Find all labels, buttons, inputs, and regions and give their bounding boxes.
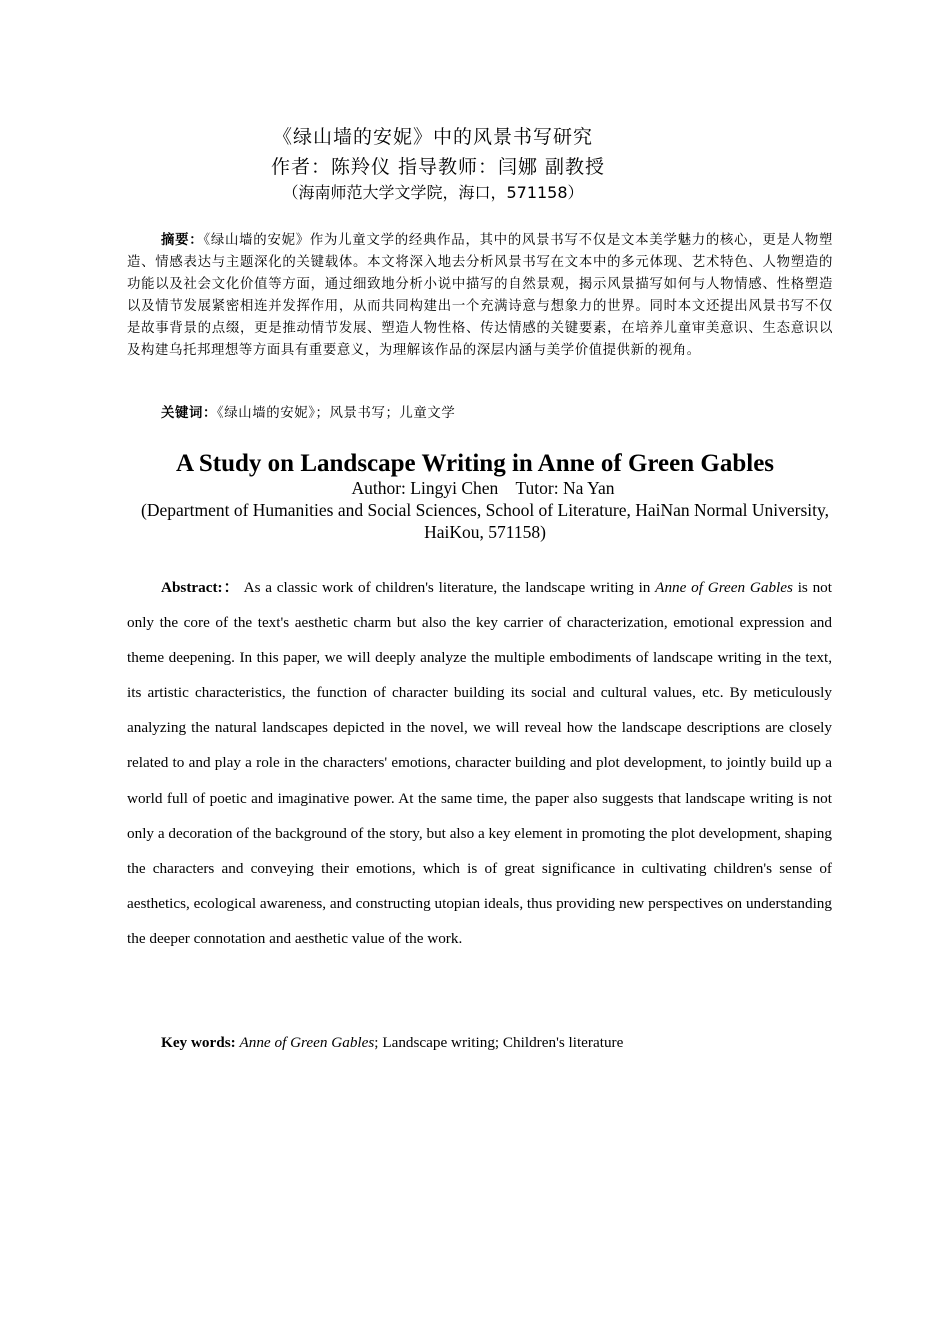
chinese-affiliation: （海南师范大学文学院，海口，571158） — [282, 183, 584, 202]
english-affiliation: (Department of Humanities and Social Sciences, School of Literature, HaiNan Normal University, HaiKou, 571158) — [141, 500, 829, 542]
english-title: A Study on Landscape Writing in Anne of Green Gables — [175, 450, 775, 477]
english-keywords — [161, 1031, 623, 1055]
english-abstract — [127, 570, 832, 956]
english-abstract-text-2: is not only the core of the text's aesthetic charm but also the key carrier of characterization, emotional expression and theme deepening. In this paper, we will deeply analyze the multiple embodiments of landscape writing in the text, its artistic characteristics, the function of character building its social and cultural values, etc. By meticulously analyzing the natural landscapes depicted in the novel, we will reveal how the landscape descriptions are closely related to and play a role in the characters' emotions, character building and plot development, to jointly build up a world full of poetic and imaginative power. At the same time, the paper also suggests that landscape writing is not only a decoration of the background of the story, but also a key element in promoting the plot development, shaping the characters and conveying their emotions, which is of great significance in cultivating children's sense of aesthetics, ecological awareness, and constructing utopian ideals, thus providing new perspectives on understanding the deeper connotation and aesthetic value of the work. — [127, 579, 832, 947]
chinese-keywords — [161, 403, 455, 425]
chinese-abstract — [127, 230, 833, 362]
english-keywords-label: Key words: — [161, 1034, 236, 1051]
chinese-title: 《绿山墙的安妮》中的风景书写研究 — [272, 126, 593, 148]
english-abstract-text-1: As a classic work of children's literature, the landscape writing in — [239, 579, 656, 596]
english-keywords-work-title: Anne of Green Gables — [239, 1034, 375, 1051]
chinese-abstract-label: 摘要： — [161, 233, 204, 248]
chinese-authors: 作者：陈羚仪 指导教师：闫娜 副教授 — [270, 156, 606, 178]
english-authors: Author: Lingyi Chen Tutor: Na Yan — [351, 478, 615, 498]
chinese-abstract-text: 《绿山墙的安妮》作为儿童文学的经典作品，其中的风景书写不仅是文本美学魅力的核心，更是人物塑造、情感表达与主题深化的关键载体。本文将深入地去分析风景书写在文本中的多元体现、艺术特色、人物塑造的功能以及社会文化价值等方面，通过细致地分析小说中描写的自然景观，揭示风景描写如何与人物情感、性格塑造以及情节发展紧密相连并发挥作用，从而共同构建出一个充满诗意与想象力的世界。同时本文还提出风景书写不仅是故事背景的点缀，更是推动情节发展、塑造人物性格、传达情感的关键要素，在培养儿童审美意识、生态意识以及构建乌托邦理想等方面具有重要意义，为理解该作品的深层内涵与美学价值提供新的视角。 — [127, 233, 833, 358]
english-keywords-text: ; Landscape writing; Children's literature — [374, 1034, 624, 1051]
chinese-keywords-text: 《绿山墙的安妮》；风景书写；儿童文学 — [216, 406, 456, 421]
english-abstract-work-title: Anne of Green Gables — [655, 579, 793, 596]
chinese-keywords-label: 关键词： — [161, 406, 217, 421]
english-abstract-label: Abstract:： — [161, 579, 240, 596]
